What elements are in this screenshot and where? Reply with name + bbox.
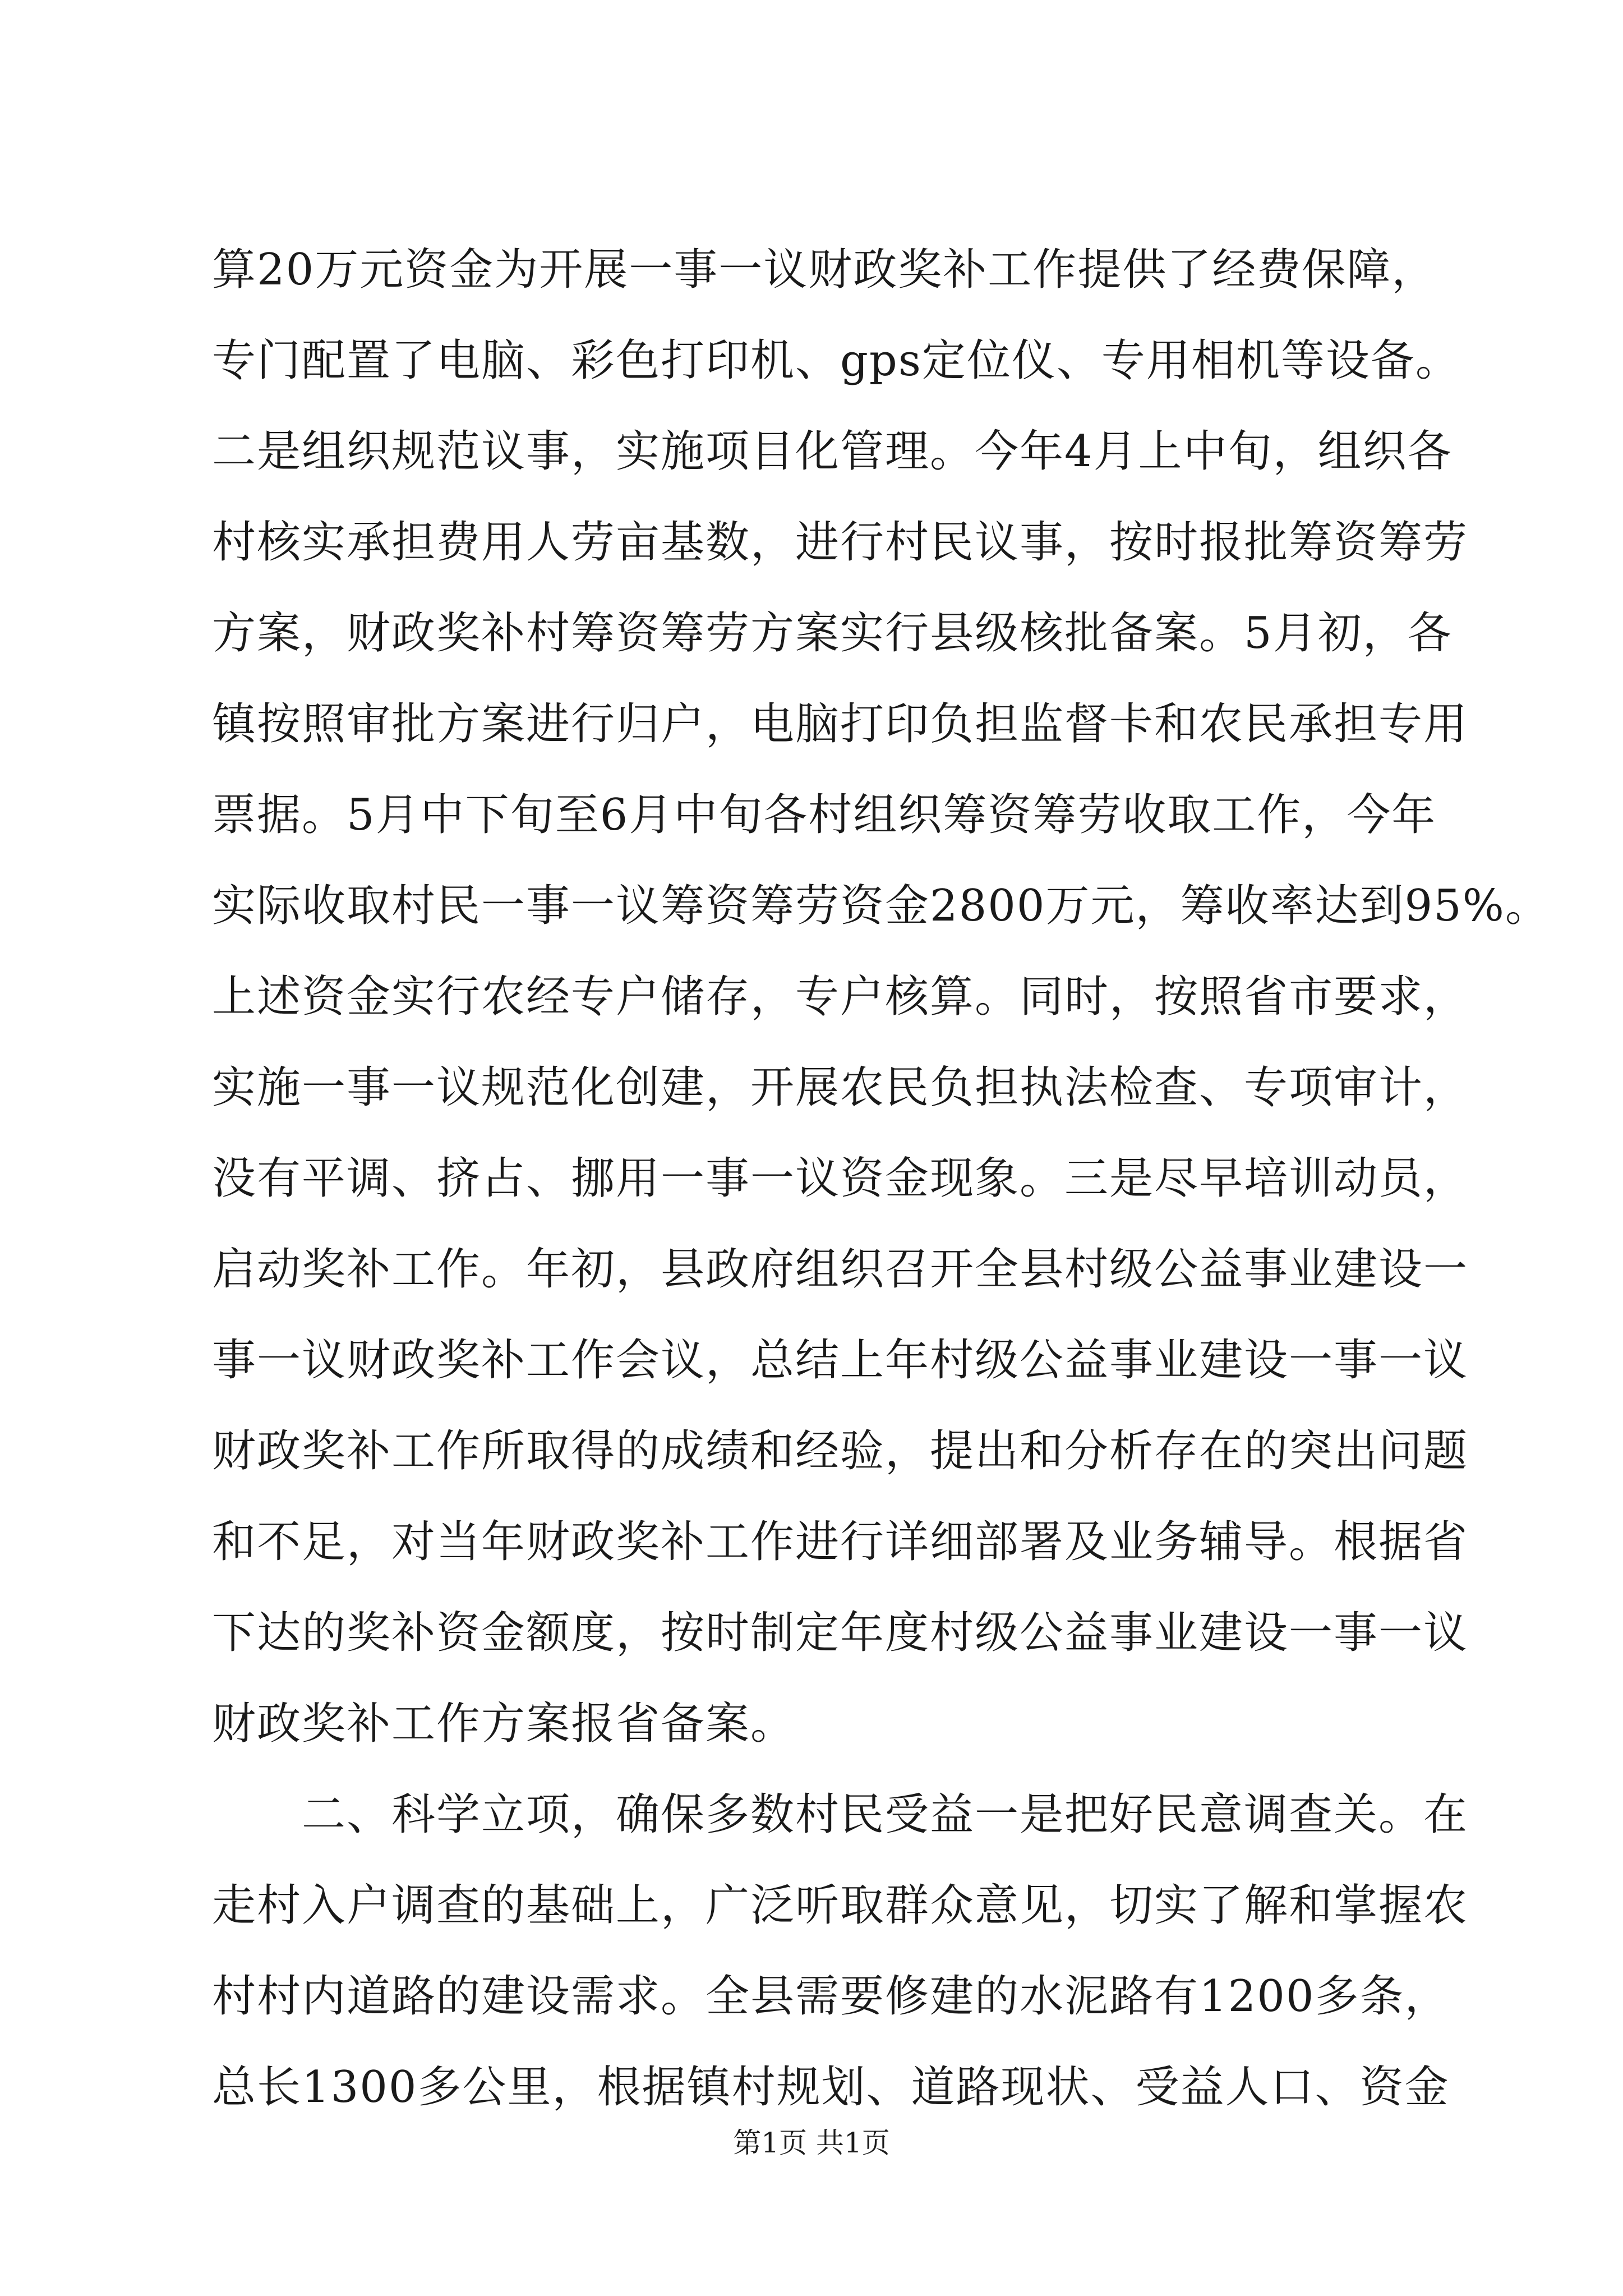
- text-line: 村村内道路的建设需求。全县需要修建的水泥路有1200多条，: [212, 1971, 1450, 2022]
- section-heading-line: 二、科学立项，确保多数村民受益一是把好民意调查关。在: [302, 1789, 1469, 1840]
- text-line: 村核实承担费用人劳亩基数，进行村民议事，按时报批筹资筹劳: [212, 517, 1469, 568]
- text-line: 财政奖补工作所取得的成绩和经验，提出和分析存在的突出问题: [212, 1426, 1469, 1476]
- text-line: 下达的奖补资金额度，按时制定年度村级公益事业建设一事一议: [212, 1608, 1469, 1658]
- page-footer: 第1页 共1页: [733, 2127, 890, 2159]
- text-line: 启动奖补工作。年初，县政府组织召开全县村级公益事业建设一: [212, 1244, 1469, 1295]
- paragraph-end-line: 财政奖补工作方案报省备案。: [212, 1699, 796, 1749]
- text-line: 没有平调、挤占、挪用一事一议资金现象。三是尽早培训动员，: [212, 1153, 1469, 1204]
- text-line: 二是组织规范议事，实施项目化管理。今年4月上中旬，组织各: [212, 426, 1453, 477]
- text-line: 走村入户调查的基础上，广泛听取群众意见，切实了解和掌握农: [212, 1880, 1469, 1931]
- text-line: 票据。5月中下旬至6月中旬各村组织筹资筹劳收取工作，今年: [212, 790, 1437, 840]
- body-text: [212, 224, 1550, 2133]
- text-line: 镇按照审批方案进行归户，电脑打印负担监督卡和农民承担专用: [212, 699, 1469, 749]
- text-line: 事一议财政奖补工作会议，总结上年村级公益事业建设一事一议: [212, 1335, 1469, 1386]
- text-line: 专门配置了电脑、彩色打印机、gps定位仪、专用相机等设备。: [212, 335, 1460, 386]
- text-line: 和不足，对当年财政奖补工作进行详细部署及业务辅导。根据省: [212, 1517, 1469, 1567]
- text-line: 上述资金实行农经专户储存，专户核算。同时，按照省市要求，: [212, 972, 1469, 1022]
- text-line: 总长1300多公里，根据镇村规划、道路现状、受益人口、资金: [212, 2062, 1450, 2113]
- text-line: 算20万元资金为开展一事一议财政奖补工作提供了经费保障，: [212, 245, 1437, 295]
- text-line: 方案，财政奖补村筹资筹劳方案实行县级核批备案。5月初，各: [212, 608, 1453, 659]
- text-line: 实施一事一议规范化创建，开展农民负担执法检查、专项审计，: [212, 1062, 1469, 1113]
- text-line: 实际收取村民一事一议筹资筹劳资金2800万元，筹收率达到95%。: [212, 881, 1550, 931]
